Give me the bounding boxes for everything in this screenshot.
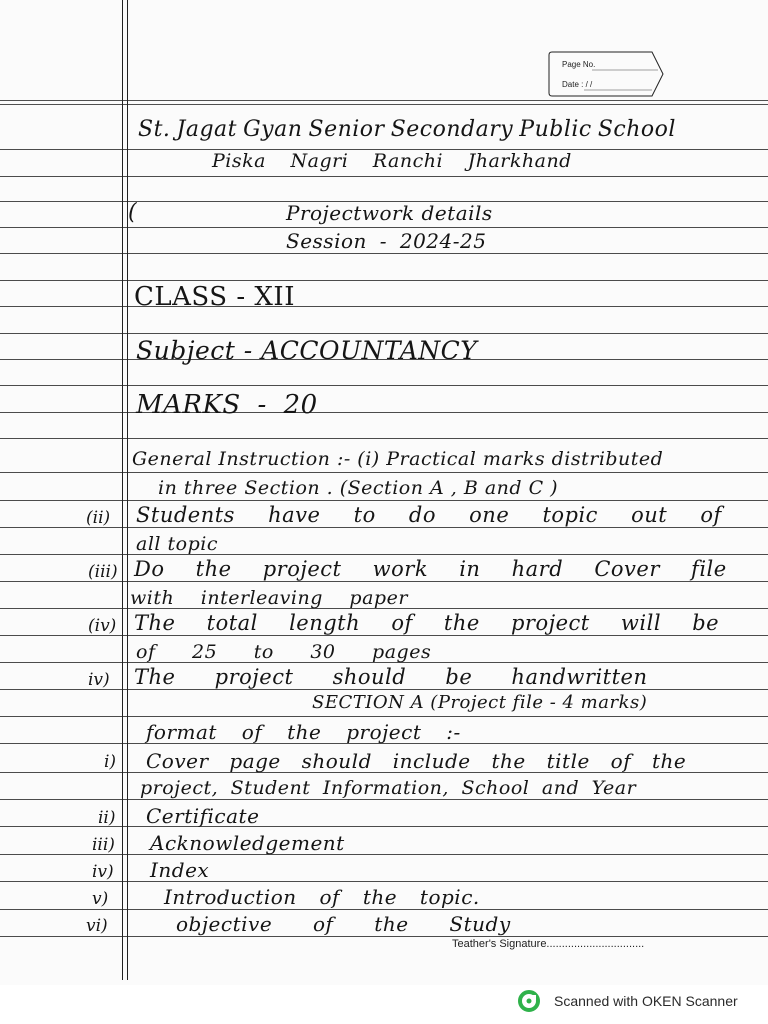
- school-name-word: Secondary: [390, 117, 514, 142]
- instruction-iii-line1: Do the project work in hard Cover file: [134, 557, 727, 581]
- bracket-mark: (: [128, 200, 138, 225]
- section-a-heading: SECTION A (Project file - 4 marks): [312, 692, 648, 713]
- school-address-line2: Piska Nagri Ranchi Jharkhand: [212, 150, 572, 172]
- ruled-line: [0, 253, 768, 254]
- school-name-word: Public: [519, 117, 592, 142]
- session-line: Session - 2024-25: [286, 229, 487, 253]
- ruled-line: [0, 438, 768, 439]
- ruled-line: [0, 176, 768, 177]
- item-number: iii): [92, 835, 115, 855]
- ruled-line: [0, 385, 768, 386]
- item-number: iv): [92, 862, 114, 882]
- ruled-line: [0, 936, 768, 937]
- instruction-iv-line1: The total length of the project will be: [134, 611, 720, 635]
- instruction-ii-line1: Students have to do one topic out of: [136, 503, 722, 527]
- ruled-line: [0, 881, 768, 882]
- ruled-line: [0, 500, 768, 501]
- item-number: (iv): [88, 616, 117, 636]
- ruled-line: [0, 799, 768, 800]
- item-number: v): [92, 889, 109, 909]
- school-name-word: Jagat: [176, 117, 237, 142]
- ruled-line: [0, 333, 768, 334]
- format-item-introduction: Introduction of the topic.: [164, 885, 480, 909]
- ruled-line: [0, 280, 768, 281]
- school-name-word: St.: [138, 117, 171, 142]
- date-label: Date : / /: [562, 80, 593, 89]
- format-item-index: Index: [150, 858, 210, 882]
- item-number: ii): [98, 808, 116, 828]
- ruled-line: [0, 527, 768, 528]
- school-name-line1: [138, 117, 676, 142]
- school-name-word: Gyan: [243, 117, 303, 142]
- page-number-box: [548, 50, 664, 98]
- format-item-objective: objective of the Study: [176, 912, 511, 936]
- margin-line: [127, 0, 128, 980]
- scanner-watermark: [518, 990, 738, 1012]
- margin-line: [122, 0, 123, 980]
- ruled-line: [0, 854, 768, 855]
- format-heading: format of the project :-: [146, 720, 461, 744]
- instruction-line2: in three Section . (Section A , B and C ): [158, 477, 559, 499]
- school-name-word: Senior: [308, 117, 385, 142]
- ruled-line: [0, 227, 768, 228]
- format-item-acknowledgement: Acknowledgement: [150, 831, 345, 855]
- instruction-ii-line2: all topic: [136, 533, 218, 555]
- class-label: CLASS - XII: [134, 282, 295, 312]
- item-number: iv): [88, 670, 110, 690]
- project-title: Projectwork details: [286, 201, 493, 225]
- ruled-line: [0, 909, 768, 910]
- instruction-v-line1: The project should be handwritten: [134, 665, 648, 689]
- item-number: (iii): [88, 562, 118, 582]
- page-no-label: Page No.: [562, 60, 596, 69]
- format-item-certificate: Certificate: [146, 804, 260, 828]
- scanner-text: Scanned with OKEN Scanner: [554, 993, 738, 1009]
- marks-label: MARKS - 20: [136, 390, 318, 420]
- ruled-line: [0, 412, 768, 413]
- scanner-logo-icon: [518, 990, 540, 1012]
- item-number: vi): [86, 916, 108, 936]
- ruled-line: [0, 716, 768, 717]
- ruled-line: [0, 689, 768, 690]
- subject-label: Subject - ACCOUNTANCY: [136, 336, 478, 365]
- teacher-signature-line: Teather's Signature................................: [452, 938, 645, 950]
- format-item-cover-page-cont: project, Student Information, School and Year: [140, 777, 637, 799]
- header-rule: [0, 100, 768, 105]
- instruction-iv-line2: of 25 to 30 pages: [136, 641, 432, 663]
- item-number: i): [104, 752, 117, 772]
- ruled-line: [0, 306, 768, 307]
- school-name-word: School: [597, 117, 676, 142]
- instruction-line1: General Instruction :- (i) Practical marks distributed: [132, 448, 664, 470]
- format-item-cover-page: Cover page should include the title of the: [146, 749, 687, 773]
- ruled-line: [0, 554, 768, 555]
- ruled-line: [0, 472, 768, 473]
- item-number: (ii): [86, 508, 111, 528]
- instruction-iii-line2: with interleaving paper: [130, 587, 408, 609]
